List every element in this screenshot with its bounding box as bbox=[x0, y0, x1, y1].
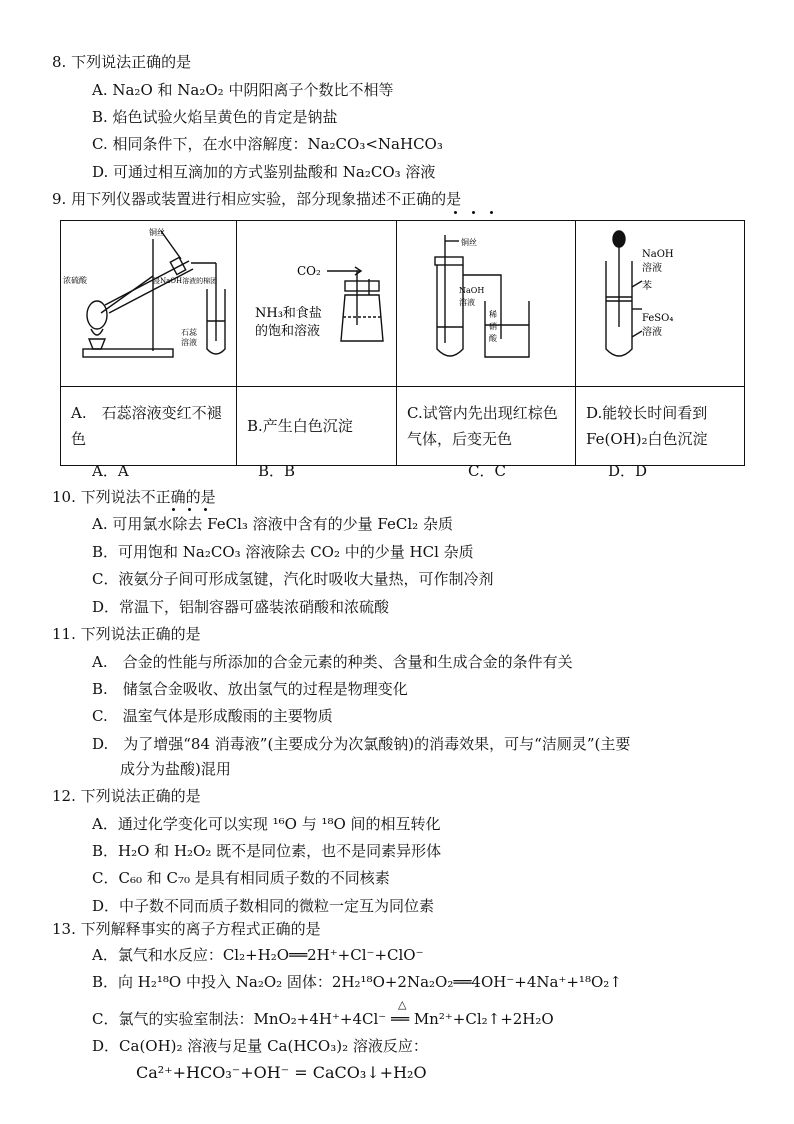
label-c-naoh-2: 溶液 bbox=[459, 298, 475, 307]
q10-option-b: B．可用饱和 Na₂CO₃ 溶液除去 CO₂ 中的少量 HCl 杂质 bbox=[92, 543, 474, 561]
label-d-benzene: 苯 bbox=[642, 281, 652, 292]
label-c-dil-2: 硝 bbox=[489, 322, 497, 331]
label-d-naoh-1: NaOH bbox=[642, 249, 674, 260]
apparatus-a-diagram bbox=[61, 221, 237, 382]
q8-option-d: D. 可通过相互滴加的方式鉴别盐酸和 Na₂CO₃ 溶液 bbox=[92, 163, 436, 181]
q8-option-b: B. 焰色试验火焰呈黄色的肯定是钠盐 bbox=[92, 108, 338, 126]
emphasis-dot bbox=[490, 211, 493, 214]
q11-option-a: A. 合金的性能与所添加的合金元素的种类、含量和生成合金的条件有关 bbox=[92, 653, 573, 671]
q13-stem: 13. 下列解释事实的离子方程式正确的是 bbox=[52, 920, 321, 938]
q12-option-a: A．通过化学变化可以实现 ¹⁶O 与 ¹⁸O 间的相互转化 bbox=[92, 815, 441, 833]
apparatus-a-cell bbox=[61, 221, 237, 387]
apparatus-d-cell bbox=[576, 221, 745, 387]
q11-option-d-cont: 成分为盐酸)混用 bbox=[120, 760, 231, 778]
q13-option-d-equation: Ca²⁺+HCO₃⁻+OH⁻ = CaCO₃↓+H₂O bbox=[136, 1063, 427, 1082]
emphasis-dot bbox=[204, 508, 207, 511]
emphasis-dot bbox=[188, 508, 191, 511]
q9-choice-c: C．C bbox=[468, 462, 506, 480]
caption-b: B.产生白色沉淀 bbox=[247, 417, 353, 435]
q11-option-b: B. 储氢合金吸收、放出氢气的过程是物理变化 bbox=[92, 680, 408, 698]
label-a-cu: 铜丝 bbox=[149, 228, 165, 237]
apparatus-c-diagram bbox=[397, 221, 576, 382]
caption-d: D.能较长时间看到Fe(OH)₂白色沉淀 bbox=[586, 404, 708, 448]
emphasis-dot bbox=[172, 508, 175, 511]
label-a-naoh: 浸NaOH溶液的棉团 bbox=[153, 277, 218, 285]
q10-stem: 10. 下列说法不正确的是 bbox=[52, 488, 216, 506]
apparatus-b-cell bbox=[237, 221, 397, 387]
q12-option-d: D．中子数不同而质子数相同的微粒一定互为同位素 bbox=[92, 897, 435, 915]
label-b-sol-1: NH₃和食盐 bbox=[255, 306, 322, 321]
label-a-litmus-2: 溶液 bbox=[181, 338, 197, 347]
q11-option-c: C. 温室气体是形成酸雨的主要物质 bbox=[92, 707, 333, 725]
label-d-naoh-2: 溶液 bbox=[642, 263, 662, 274]
q8-option-c: C. 相同条件下，在水中溶解度：Na₂CO₃<NaHCO₃ bbox=[92, 135, 443, 153]
label-a-litmus-1: 石蕊 bbox=[181, 328, 197, 337]
q12-option-b: B．H₂O 和 H₂O₂ 既不是同位素，也不是同素异形体 bbox=[92, 842, 442, 860]
q9-stem: 9. 用下列仪器或装置进行相应实验，部分现象描述不正确的是 bbox=[52, 190, 462, 208]
apparatus-b-diagram bbox=[237, 221, 397, 382]
q9-choice-b: B．B bbox=[258, 462, 296, 480]
label-c-dil-1: 稀 bbox=[489, 310, 497, 319]
heat-triangle: △ bbox=[398, 998, 407, 1011]
q9-choice-d: D．D bbox=[608, 462, 648, 480]
label-c-cu: 铜丝 bbox=[461, 238, 477, 247]
label-c-dil-3: 酸 bbox=[489, 334, 497, 343]
q8-stem: 8. 下列说法正确的是 bbox=[52, 53, 192, 71]
label-b-sol-2: 的饱和溶液 bbox=[255, 324, 321, 339]
label-d-feso4-1: FeSO₄ bbox=[642, 313, 674, 324]
q12-option-c: C．C₆₀ 和 C₇₀ 是具有相同质子数的不同核素 bbox=[92, 869, 390, 887]
caption-c: C.试管内先出现红棕色气体，后变无色 bbox=[407, 404, 558, 448]
q13-option-d: D．Ca(OH)₂ 溶液与足量 Ca(HCO₃)₂ 溶液反应： bbox=[92, 1037, 428, 1055]
label-c-naoh-1: NaOH bbox=[459, 286, 485, 295]
label-a-acid: 浓硫酸 bbox=[63, 276, 87, 285]
emphasis-dot bbox=[472, 211, 475, 214]
label-d-feso4-2: 溶液 bbox=[642, 327, 662, 338]
q10-option-c: C．液氨分子间可形成氢键，汽化时吸收大量热，可作制冷剂 bbox=[92, 570, 494, 588]
q13-option-b: B．向 H₂¹⁸O 中投入 Na₂O₂ 固体：2H₂¹⁸O+2Na₂O₂══4OH⁻+4Na⁺+¹⁸O₂↑ bbox=[92, 973, 622, 991]
caption-a: A. 石蕊溶液变红不褪色 bbox=[71, 404, 222, 448]
q11-stem: 11. 下列说法正确的是 bbox=[52, 625, 201, 643]
q11-option-d: D. 为了增强“84 消毒液”(主要成分为次氯酸钠)的消毒效果，可与“洁厕灵”(主要 bbox=[92, 735, 631, 753]
experiment-table bbox=[60, 220, 745, 466]
label-b-co2: CO₂ bbox=[297, 264, 321, 278]
emphasis-dot bbox=[454, 211, 457, 214]
q13-option-a: A．氯气和水反应：Cl₂+H₂O══2H⁺+Cl⁻+ClO⁻ bbox=[92, 946, 424, 964]
q12-stem: 12. 下列说法正确的是 bbox=[52, 787, 201, 805]
apparatus-c-cell bbox=[397, 221, 576, 387]
q10-option-d: D．常温下，铝制容器可盛装浓硝酸和浓硫酸 bbox=[92, 598, 390, 616]
q9-choice-a: A．A bbox=[92, 462, 129, 480]
q10-option-a: A. 可用氯水除去 FeCl₃ 溶液中含有的少量 FeCl₂ 杂质 bbox=[92, 515, 453, 533]
apparatus-d-diagram bbox=[576, 221, 745, 382]
q13-option-c: C．氯气的实验室制法：MnO₂+4H⁺+4Cl⁻ ══ Mn²⁺+Cl₂↑+2H₂O bbox=[92, 1010, 554, 1028]
q8-option-a: A. Na₂O 和 Na₂O₂ 中阴阳离子个数比不相等 bbox=[92, 81, 394, 99]
